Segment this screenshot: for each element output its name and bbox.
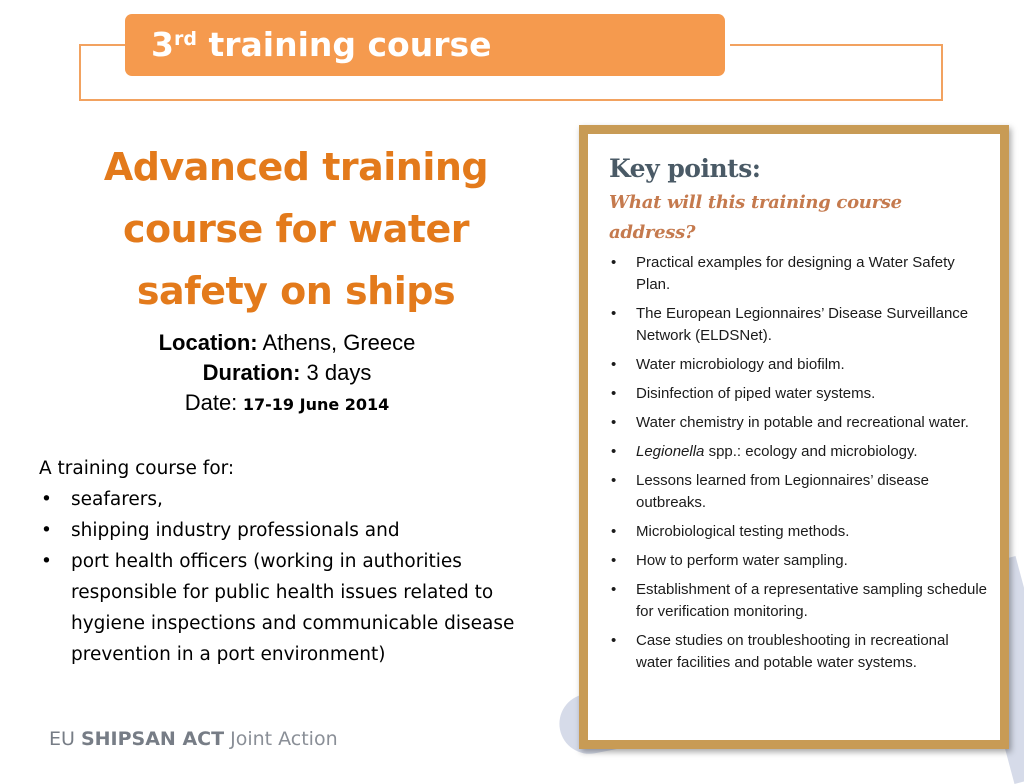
key-point-item: • Establishment of a representative sampling schedule for verification monitoring.: [609, 579, 988, 623]
key-point-item: • How to perform water sampling.: [609, 550, 988, 572]
duration-row: [90, 358, 484, 388]
key-point-item: • Case studies on troubleshooting in recreational water facilities and potable water systems.: [609, 630, 988, 674]
key-point-item: • Disinfection of piped water systems.: [609, 383, 988, 405]
footer-eu: EU: [49, 728, 81, 750]
duration-label: Duration:: [202, 360, 301, 385]
course-title-line: course for water: [122, 207, 470, 251]
key-points-list: [609, 252, 988, 674]
header-frame-line-left: [79, 44, 127, 46]
footer-shipsan: SHIPSAN ACT: [80, 728, 225, 750]
location-value: Athens, Greece: [257, 330, 416, 355]
header-title-text: training course: [196, 25, 492, 64]
audience-item: • port health officers (working in authorities responsible for public health issues related to hygiene inspections and communicable disease prevention in a port environment): [39, 546, 559, 670]
date-label: Date:: [184, 390, 238, 415]
course-details: [90, 328, 484, 420]
footer-joint-action: Joint Action: [224, 728, 338, 750]
audience-list: [39, 484, 559, 670]
header-frame-line-right: [730, 44, 943, 46]
key-points-card: [588, 134, 1000, 740]
date-value: 17-19 June 2014: [237, 395, 390, 414]
key-points-panel: [579, 125, 1009, 749]
key-points-subtitle: What will this training course address?: [609, 192, 902, 243]
key-point-item: • Lessons learned from Legionnaires’ disease outbreaks.: [609, 470, 988, 514]
location-row: [90, 328, 484, 358]
location-label: Location:: [158, 330, 258, 355]
duration-value: 3 days: [300, 360, 372, 385]
key-point-item: [609, 441, 988, 463]
course-title-line: safety on ships: [136, 269, 456, 313]
course-title: [90, 136, 502, 322]
header-title-superscript: rd: [173, 28, 197, 50]
header-title-number: 3: [151, 25, 174, 64]
key-point-item: • Microbiological testing methods.: [609, 521, 988, 543]
footer-logo-text: [49, 728, 338, 750]
legionella-rest: spp.: ecology and microbiology.: [704, 443, 918, 460]
key-point-item: • Water microbiology and biofilm.: [609, 354, 988, 376]
course-title-line: Advanced training: [103, 145, 489, 189]
audience-section: [39, 453, 559, 670]
key-point-item: • The European Legionnaires’ Disease Surveillance Network (ELDSNet).: [609, 303, 988, 347]
audience-item: • shipping industry professionals and: [39, 515, 559, 546]
header-banner: [125, 14, 725, 76]
audience-item: • seafarers,: [39, 484, 559, 515]
key-point-item: • Practical examples for designing a Water Safety Plan.: [609, 252, 988, 296]
date-row: [90, 388, 484, 420]
legionella-term: Legionella: [636, 443, 705, 460]
key-points-title: Key points:: [609, 154, 761, 183]
key-point-item: • Water chemistry in potable and recreational water.: [609, 412, 988, 434]
audience-intro: A training course for:: [39, 458, 235, 479]
